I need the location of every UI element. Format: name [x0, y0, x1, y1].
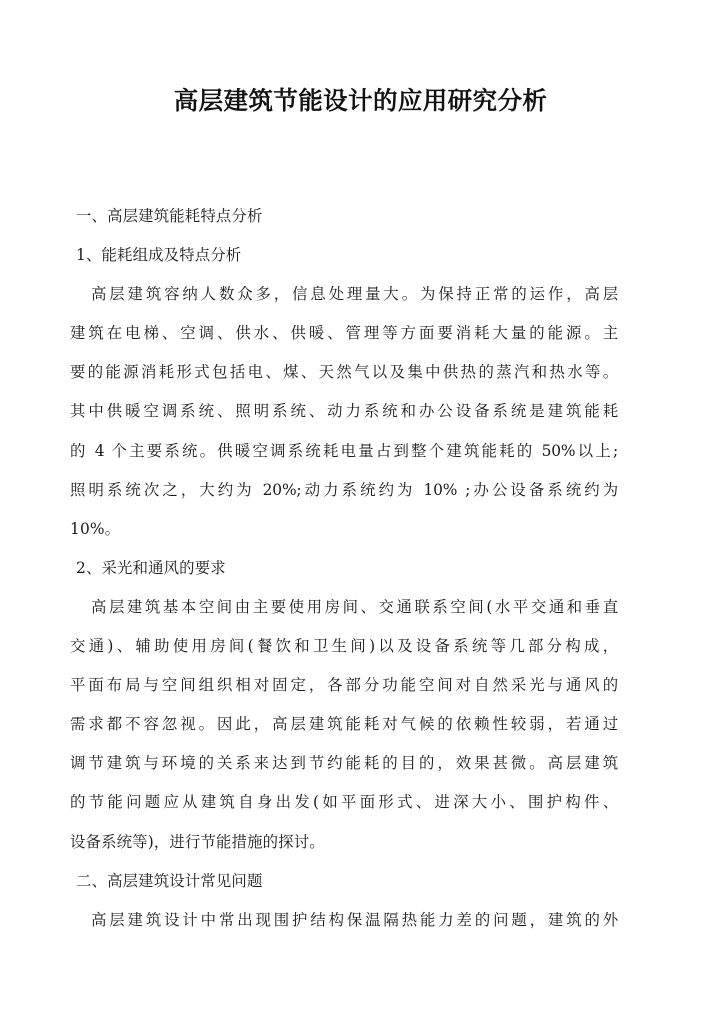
paragraph-line: 高层建筑设计中常出现围护结构保温隔热能力差的问题，建筑的外 [91, 910, 618, 929]
paragraph-line: 照明系统次之，大约为 20%;动力系统约为 10% ;办公设备系统约为 [70, 480, 618, 499]
paragraph-line: 平面布局与空间组织相对固定，各部分功能空间对自然采光与通风的 [70, 676, 618, 695]
paragraph-line: 建筑在电梯、空调、供水、供暖、管理等方面要消耗大量的能源。主 [70, 324, 618, 343]
document-body [70, 197, 618, 940]
paragraph-line: 10%。 [70, 519, 121, 538]
paragraph-line: 高层建筑基本空间由主要使用房间、交通联系空间(水平交通和垂直 [91, 597, 618, 616]
paragraph-line: 交通)、辅助使用房间(餐饮和卫生间)以及设备系统等几部分构成， [70, 637, 618, 656]
paragraph-line: 设备系统等)，进行节能措施的探讨。 [70, 832, 325, 851]
paragraph-line: 的节能问题应从建筑自身出发(如平面形式、进深大小、围护构件、 [70, 793, 618, 812]
paragraph-line: 要的能源消耗形式包括电、煤、天然气以及集中供热的蒸汽和热水等。 [70, 363, 618, 382]
paragraph-line: 高层建筑容纳人数众多，信息处理量大。为保持正常的运作，高层 [91, 285, 618, 304]
paragraph-line: 其中供暖空调系统、照明系统、动力系统和办公设备系统是建筑能耗 [70, 402, 618, 421]
paragraph-line: 的 4 个主要系统。供暖空调系统耗电量占到整个建筑能耗的 50%以上; [70, 441, 618, 460]
section-heading: 一、高层建筑能耗特点分析 [76, 207, 263, 225]
section-heading: 2、采光和通风的要求 [76, 558, 226, 577]
section-heading: 二、高层建筑设计常见问题 [76, 871, 263, 890]
paragraph-line: 需求都不容忽视。因此，高层建筑能耗对气候的依赖性较弱，若通过 [70, 715, 618, 734]
section-heading: 1、能耗组成及特点分析 [76, 246, 242, 265]
paragraph-line: 调节建筑与环境的关系来达到节约能耗的目的，效果甚微。高层建筑 [70, 754, 618, 773]
page-title: 高层建筑节能设计的应用研究分析 [173, 86, 548, 115]
